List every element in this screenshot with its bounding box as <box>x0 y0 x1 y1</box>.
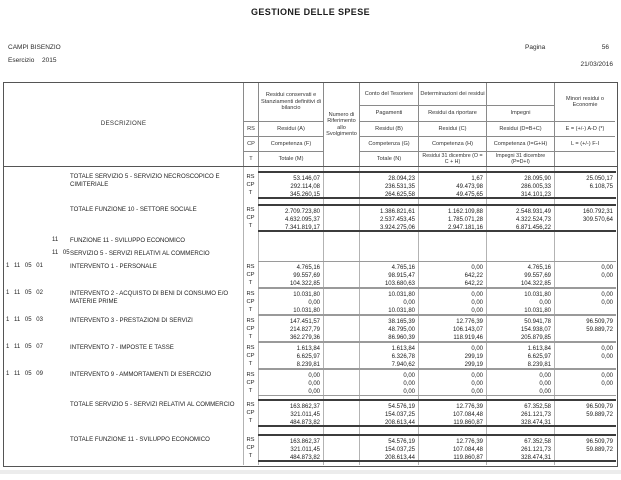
cell-value: 10.031,80 <box>524 292 551 298</box>
cell-value: 0,00 <box>601 265 613 271</box>
cell-value: 119.860,87 <box>453 455 483 461</box>
cell-value: 12.776,39 <box>456 439 483 445</box>
row-description: INTERVENTO 1 - PERSONALE <box>70 263 157 270</box>
cell-value: 0,00 <box>471 265 483 271</box>
cell-value: 104.322,85 <box>520 281 551 287</box>
cell-value: 236.531,35 <box>384 184 415 190</box>
rs-cp-t-label: CP <box>246 445 255 451</box>
cell-value: 59.889,72 <box>586 447 613 453</box>
rs-cp-t-label: CP <box>246 380 255 386</box>
cell-value: 49.475,65 <box>456 192 483 198</box>
cell-value: 1,67 <box>471 176 483 182</box>
cell-value: 59.889,72 <box>586 327 613 333</box>
amounts-line-rs <box>258 438 616 446</box>
table-row <box>4 399 617 427</box>
cell-value: 261.121,73 <box>520 412 551 418</box>
cell-value: 4.765,16 <box>391 265 415 271</box>
cell-value: 4.765,16 <box>296 265 320 271</box>
cell-value: 1.613,84 <box>391 346 415 352</box>
cell-value: 2.548.931,49 <box>515 209 551 215</box>
rs-cp-t-labels <box>243 436 258 460</box>
rs-cp-t-label: RS <box>246 264 255 270</box>
cell-value: 10.031,80 <box>293 308 320 314</box>
col-header-economie-spacer <box>554 151 615 166</box>
amounts-box <box>258 315 616 342</box>
cell-value: 163.862,37 <box>289 439 320 445</box>
amounts-box <box>258 288 616 315</box>
amounts-line-t <box>258 388 616 396</box>
cell-value: 1.613,84 <box>296 346 320 352</box>
col-header-residui-conservati: Residui conservati e Stanziamenti definitivi di bilancio <box>258 83 323 121</box>
cell-value: 154.037,25 <box>384 412 415 418</box>
cell-value: 67.352,58 <box>524 404 551 410</box>
rs-cp-t-label: CP <box>246 272 255 278</box>
cell-value: 0,00 <box>601 300 613 306</box>
amounts-line-rs <box>258 291 616 299</box>
amounts-line-t <box>258 307 616 315</box>
cell-value: 163.862,37 <box>289 404 320 410</box>
cell-value: 25.050,17 <box>586 176 613 182</box>
col-header-residui-da-riportare: Residui da riportare <box>418 105 486 121</box>
rs-cp-t-label: RS <box>246 437 255 443</box>
rs-cp-t-label: T <box>248 334 253 340</box>
cell-value: 0,00 <box>539 389 551 395</box>
cell-value: 484.873,82 <box>289 455 320 461</box>
col-header-impegni-31-dicembre: Impegni 31 dicembre (P=D+I) <box>486 151 554 166</box>
rs-cp-t-labels <box>243 401 258 425</box>
cell-value: 6.326,78 <box>391 354 415 360</box>
pagina-value: 56 <box>601 44 609 51</box>
row-description: INTERVENTO 3 - PRESTAZIONI DI SERVIZI <box>70 317 193 324</box>
cell-value: 642,22 <box>464 273 483 279</box>
rs-cp-t-labels <box>243 263 258 287</box>
cell-value: 0,00 <box>539 373 551 379</box>
cell-value: 10.031,80 <box>293 292 320 298</box>
cell-value: 2.709.723,80 <box>284 209 320 215</box>
cell-value: 205.879,85 <box>520 335 551 341</box>
amounts-box <box>258 261 616 288</box>
entity-name: CAMPI BISENZIO <box>8 44 61 51</box>
cell-value: 160.792,31 <box>582 209 613 215</box>
cell-value: 292.114,08 <box>290 184 320 190</box>
cell-value: 328.474,31 <box>520 455 551 461</box>
cell-value: 0,00 <box>308 389 320 395</box>
cell-value: 147.451,57 <box>289 319 320 325</box>
cell-value: 264.625,58 <box>384 192 415 198</box>
amounts-line-t <box>258 334 616 342</box>
col-header-totale-n: Totale (N) <box>359 151 418 166</box>
cell-value: 0,00 <box>471 373 483 379</box>
rs-cp-t-label: RS <box>246 207 255 213</box>
cell-value: 0,00 <box>403 373 415 379</box>
table-row <box>4 171 617 199</box>
cell-value: 0,00 <box>308 300 320 306</box>
amounts-box <box>258 342 616 369</box>
amounts-box <box>258 369 616 396</box>
rs-cp-t-label: T <box>248 190 253 196</box>
amounts-line-t <box>258 280 616 288</box>
cell-value: 50.941,78 <box>524 319 551 325</box>
rs-cp-t-label: T <box>248 388 253 394</box>
amounts-line-cp <box>258 326 616 334</box>
cell-value: 8.239,81 <box>296 362 320 368</box>
cell-value: 3.924.275,06 <box>379 225 415 231</box>
cell-value: 0,00 <box>471 300 483 306</box>
col-header-competenza-g: Competenza (G) <box>359 136 418 151</box>
col-header-minori-residui: Minori residui o Economie <box>554 83 615 121</box>
cell-value: 48.795,00 <box>388 327 415 333</box>
cell-value: 0,00 <box>601 346 613 352</box>
amounts-box <box>258 171 616 199</box>
rs-cp-t-label: T <box>248 418 253 424</box>
cell-value: 86.960,39 <box>388 335 415 341</box>
table-row <box>4 342 617 369</box>
cell-value: 0,00 <box>539 381 551 387</box>
cell-value: 0,00 <box>539 300 551 306</box>
rs-cp-t-labels <box>243 344 258 368</box>
amounts-line-rs <box>258 175 616 183</box>
row-description: INTERVENTO 9 - AMMORTAMENTI DI ESERCIZIO <box>70 371 212 378</box>
table-row <box>4 235 617 248</box>
cell-value: 0,00 <box>308 373 320 379</box>
cell-value: 10.031,80 <box>388 308 415 314</box>
cell-value: 0,00 <box>403 389 415 395</box>
rs-cp-t-label: T <box>248 361 253 367</box>
amounts-line-cp <box>258 411 616 419</box>
cell-value: 12.776,39 <box>456 404 483 410</box>
col-header-determinazioni-residui: Determinazioni dei residui <box>418 83 486 105</box>
cell-value: 0,00 <box>471 381 483 387</box>
cell-value: 107.084,48 <box>452 412 483 418</box>
cell-value: 214.827,79 <box>289 327 320 333</box>
cell-value: 154.037,25 <box>384 447 415 453</box>
col-header-economie-l: L = (+/-) F-I <box>554 136 615 151</box>
rs-cp-t-label: RS <box>246 372 255 378</box>
amounts-line-rs <box>258 208 616 216</box>
cell-value: 299,19 <box>464 362 483 368</box>
table-row <box>4 261 617 288</box>
cell-value: 98.915,47 <box>388 273 415 279</box>
col-header-competenza-i: Competenza (I=G+H) <box>486 136 554 151</box>
cell-value: 0,00 <box>601 273 613 279</box>
row-code: 1 11 05 09 <box>6 371 43 377</box>
rs-cp-t-label: RS <box>246 318 255 324</box>
cell-value: 321.011,45 <box>290 412 320 418</box>
amounts-line-rs <box>258 318 616 326</box>
cell-value: 96.509,79 <box>586 319 613 325</box>
col-header-residui-a: Residui (A) <box>258 121 323 136</box>
cell-value: 8.239,81 <box>527 362 551 368</box>
row-description: FUNZIONE 11 - SVILUPPO ECONOMICO <box>70 237 186 244</box>
col-header-impegni-spacer <box>486 83 554 105</box>
cell-value: 106.143,07 <box>452 327 483 333</box>
cell-value: 103.680,63 <box>384 281 415 287</box>
rs-cp-t-labels <box>243 290 258 314</box>
page-title: GESTIONE DELLE SPESE <box>250 7 371 17</box>
cell-value: 6.108,75 <box>589 184 613 190</box>
cell-value: 4.322.524,73 <box>515 217 551 223</box>
table-row <box>4 434 617 462</box>
amounts-line-t <box>258 361 616 369</box>
cell-value: 345.260,15 <box>289 192 320 198</box>
cell-value: 286.005,33 <box>520 184 551 190</box>
col-header-totale-m: Totale (M) <box>258 151 323 166</box>
col-header-residui-d: Residui (D=B+C) <box>486 121 554 136</box>
cell-value: 28.095,90 <box>524 176 551 182</box>
cell-value: 208.613,44 <box>384 455 415 461</box>
row-description: TOTALE FUNZIONE 10 - SETTORE SOCIALE <box>70 206 197 213</box>
amounts-line-cp <box>258 272 616 280</box>
col-header-competenza-f: Competenza (F) <box>258 136 323 151</box>
amounts-line-t <box>258 224 616 232</box>
cell-value: 309.570,64 <box>582 217 613 223</box>
row-code: 1 11 05 03 <box>6 317 43 323</box>
amounts-line-cp <box>258 216 616 224</box>
amounts-line-cp <box>258 380 616 388</box>
rs-cp-t-label: CP <box>246 353 255 359</box>
table-body <box>4 167 617 465</box>
expense-table <box>3 82 618 467</box>
esercizio-label: Esercizio <box>8 57 35 64</box>
cell-value: 362.279,36 <box>289 335 320 341</box>
col-header-impegni: Impegni <box>486 105 554 121</box>
cell-value: 96.509,79 <box>586 404 613 410</box>
amounts-box <box>258 399 616 427</box>
rs-cp-t-label: CP <box>246 215 255 221</box>
cell-value: 328.474,31 <box>520 420 551 426</box>
cell-value: 0,00 <box>471 346 483 352</box>
cell-value: 0,00 <box>471 292 483 298</box>
cell-value: 0,00 <box>601 354 613 360</box>
cell-value: 1.785.071,28 <box>447 217 483 223</box>
col-header-residui-b: Residui (B) <box>359 121 418 136</box>
col-header-t: T <box>243 151 258 166</box>
cell-value: 118.919,46 <box>453 335 483 341</box>
rs-cp-t-label: T <box>248 280 253 286</box>
rs-cp-t-label: T <box>248 307 253 313</box>
cell-value: 1.386.821,61 <box>379 209 415 215</box>
table-row <box>4 248 617 261</box>
cell-value: 0,00 <box>403 381 415 387</box>
cell-value: 0,00 <box>601 381 613 387</box>
col-header-numero-riferimento: Numero di Riferimento allo Svolgimento <box>323 83 359 166</box>
row-code: 1 11 05 07 <box>6 344 43 350</box>
cell-value: 99.557,69 <box>524 273 551 279</box>
row-code: 1 11 05 01 <box>6 263 43 269</box>
rs-cp-t-label: RS <box>246 174 255 180</box>
esercizio-value: 2015 <box>42 57 57 64</box>
rs-cp-t-label: T <box>248 223 253 229</box>
cell-value: 96.509,79 <box>586 439 613 445</box>
row-description: INTERVENTO 2 - ACQUISTO DI BENI DI CONSUMO E/O MATERIE PRIME <box>70 290 229 305</box>
cell-value: 2.537.453,45 <box>379 217 415 223</box>
row-description: INTERVENTO 7 - IMPOSTE E TASSE <box>70 344 174 351</box>
cell-value: 99.557,69 <box>293 273 320 279</box>
amounts-line-rs <box>258 403 616 411</box>
amounts-line-t <box>258 419 616 427</box>
row-description: TOTALE FUNZIONE 11 - SVILUPPO ECONOMICO <box>70 436 210 443</box>
cell-value: 0,00 <box>403 300 415 306</box>
rs-cp-t-label: RS <box>246 291 255 297</box>
cell-value: 49.473,98 <box>456 184 483 190</box>
col-header-pagamenti: Pagamenti <box>359 105 418 121</box>
cell-value: 154.938,07 <box>520 327 551 333</box>
rs-cp-t-labels <box>243 206 258 230</box>
cell-value: 107.084,48 <box>452 447 483 453</box>
cell-value: 1.613,84 <box>527 346 551 352</box>
cell-value: 54.576,19 <box>388 439 415 445</box>
row-code: 1 11 05 02 <box>6 290 43 296</box>
rs-cp-t-label: RS <box>246 402 255 408</box>
cell-value: 7.940,62 <box>391 362 415 368</box>
cell-value: 642,22 <box>464 281 483 287</box>
amounts-line-t <box>258 454 616 462</box>
cell-value: 4.632.095,37 <box>284 217 320 223</box>
cell-value: 12.776,39 <box>456 319 483 325</box>
col-header-economie-e: E = (+/-) A-D (*) <box>554 121 615 136</box>
amounts-line-cp <box>258 183 616 191</box>
table-row <box>4 288 617 315</box>
amounts-line-rs <box>258 264 616 272</box>
amounts-line-t <box>258 191 616 199</box>
cell-value: 0,00 <box>601 292 613 298</box>
amounts-line-rs <box>258 345 616 353</box>
col-header-competenza-h: Competenza (H) <box>418 136 486 151</box>
amounts-line-cp <box>258 299 616 307</box>
rs-cp-t-labels <box>243 371 258 395</box>
cell-value: 208.613,44 <box>384 420 415 426</box>
rs-cp-t-labels <box>243 173 258 197</box>
col-header-residui-c: Residui (C) <box>418 121 486 136</box>
row-code: 11 05 <box>52 250 70 256</box>
cell-value: 59.889,72 <box>586 412 613 418</box>
cell-value: 7.341.819,17 <box>284 225 320 231</box>
amounts-line-rs <box>258 372 616 380</box>
cell-value: 1.162.109,88 <box>447 209 483 215</box>
col-header-rs-spacer <box>243 83 258 121</box>
rs-cp-t-label: CP <box>246 410 255 416</box>
cell-value: 6.625,97 <box>296 354 320 360</box>
table-row <box>4 369 617 396</box>
cell-value: 0,00 <box>308 381 320 387</box>
rs-cp-t-labels <box>243 317 258 341</box>
amounts-box <box>258 434 616 462</box>
rs-cp-t-label: CP <box>246 182 255 188</box>
cell-value: 299,19 <box>464 354 483 360</box>
cell-value: 38.165,39 <box>388 319 415 325</box>
page-bottom-edge <box>0 470 621 474</box>
cell-value: 104.322,85 <box>289 281 320 287</box>
cell-value: 10.031,80 <box>524 308 551 314</box>
col-header-cp: CP <box>243 136 258 151</box>
row-description: TOTALE SERVIZIO 5 - SERVIZIO NECROSCOPICO E CIMITERIALE <box>70 173 220 188</box>
cell-value: 0,00 <box>601 373 613 379</box>
cell-value: 0,00 <box>471 389 483 395</box>
amounts-line-cp <box>258 446 616 454</box>
cell-value: 2.947.181,16 <box>447 225 483 231</box>
col-header-residui-31-dicembre: Residui 31 dicembre (O = C + H) <box>418 151 486 166</box>
cell-value: 54.576,19 <box>388 404 415 410</box>
table-row <box>4 204 617 232</box>
cell-value: 484.873,82 <box>289 420 320 426</box>
row-description: SERVIZIO 5 - SERVIZI RELATIVI AL COMMERCIO <box>70 250 210 257</box>
rs-cp-t-label: T <box>248 453 253 459</box>
cell-value: 28.094,23 <box>388 176 415 182</box>
amounts-line-cp <box>258 353 616 361</box>
pagina-label: Pagina <box>525 44 546 51</box>
cell-value: 6.871.456,22 <box>515 225 551 231</box>
cell-value: 53.146,07 <box>293 176 320 182</box>
cell-value: 321.011,45 <box>290 447 320 453</box>
cell-value: 261.121,73 <box>520 447 551 453</box>
cell-value: 67.352,58 <box>524 439 551 445</box>
rs-cp-t-label: CP <box>246 326 255 332</box>
col-header-conto-tesoriere: Conto del Tesoriere <box>359 83 418 105</box>
col-header-descrizione: DESCRIZIONE <box>100 120 147 128</box>
table-header <box>4 83 617 167</box>
rs-cp-t-label: RS <box>246 345 255 351</box>
row-description: TOTALE SERVIZIO 5 - SERVIZI RELATIVI AL COMMERCIO <box>70 401 235 408</box>
cell-value: 10.031,80 <box>388 292 415 298</box>
cell-value: 0,00 <box>471 308 483 314</box>
row-code: 11 <box>52 237 59 243</box>
amounts-box <box>258 204 616 232</box>
cell-value: 4.765,16 <box>527 265 551 271</box>
table-row <box>4 315 617 342</box>
cell-value: 314.101,23 <box>520 192 551 198</box>
cell-value: 119.860,87 <box>453 420 483 426</box>
report-date: 21/03/2016 <box>580 61 613 68</box>
rs-cp-t-label: CP <box>246 299 255 305</box>
col-header-rs: RS <box>243 121 258 136</box>
cell-value: 6.625,97 <box>527 354 551 360</box>
